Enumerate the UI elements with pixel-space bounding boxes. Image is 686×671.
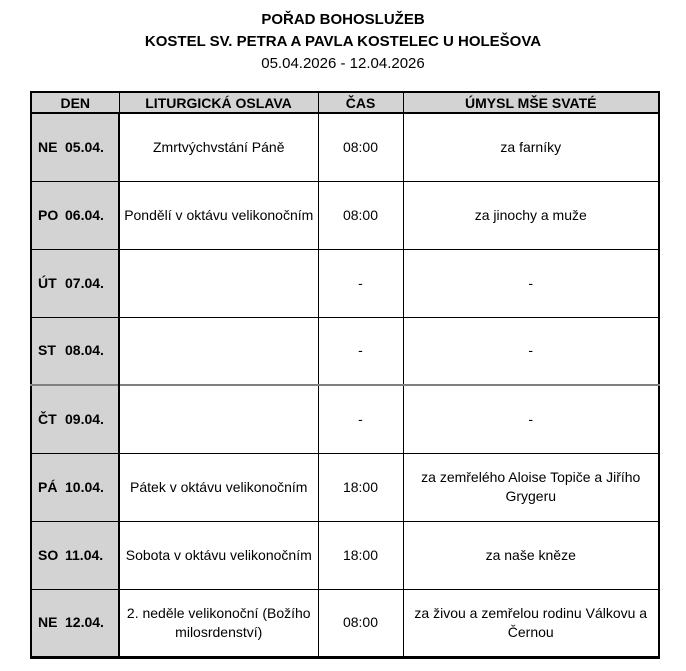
day-date: 11.04.	[65, 546, 104, 563]
table-row	[31, 113, 659, 181]
table-row	[31, 249, 659, 317]
liturgy-cell: Pondělí v oktávu velikonočním	[119, 181, 318, 249]
time-cell: 08:00	[318, 181, 403, 249]
day-cell	[31, 589, 119, 657]
table-row	[31, 521, 659, 589]
day-abbr: PO	[38, 206, 59, 223]
table-row	[31, 453, 659, 521]
column-header-intention: ÚMYSL MŠE SVATÉ	[403, 92, 659, 113]
day-date: 07.04.	[65, 274, 104, 291]
day-abbr: PÁ	[38, 478, 58, 495]
day-abbr: ČT	[38, 410, 57, 427]
time-cell: 18:00	[318, 521, 403, 589]
table-row	[31, 385, 659, 453]
day-date: 06.04.	[65, 206, 104, 223]
page-title: POŘAD BOHOSLUŽEB	[261, 11, 425, 28]
day-date: 08.04.	[65, 342, 104, 359]
time-cell: 08:00	[318, 113, 403, 181]
intention-cell: -	[403, 249, 659, 317]
time-cell: -	[318, 249, 403, 317]
liturgy-cell: Sobota v oktávu velikonočním	[119, 521, 318, 589]
column-header-time: ČAS	[318, 92, 403, 113]
table-header-row	[31, 92, 659, 113]
intention-cell: za farníky	[403, 113, 659, 181]
church-name: KOSTEL SV. PETRA A PAVLA KOSTELEC U HOLEŠOVA	[144, 33, 542, 50]
liturgy-cell	[119, 249, 318, 317]
time-cell: -	[318, 385, 403, 453]
liturgy-cell: Zmrtvýchvstání Páně	[119, 113, 318, 181]
table-row	[31, 589, 659, 657]
table-row	[31, 317, 659, 385]
intention-cell: za živou a zemřelou rodinu Válkovu a Černou	[403, 589, 659, 657]
intention-cell: -	[403, 385, 659, 453]
day-abbr: SO	[38, 546, 59, 563]
day-cell	[31, 113, 119, 181]
day-abbr: ST	[38, 342, 56, 359]
liturgy-cell: Pátek v oktávu velikonočním	[119, 453, 318, 521]
day-cell	[31, 249, 119, 317]
liturgy-cell: 2. neděle velikonoční (Božího milosrdenství)	[119, 589, 318, 657]
intention-cell: za zemřelého Aloise Topiče a Jiřího Grygeru	[403, 453, 659, 521]
document-header	[0, 0, 686, 75]
day-cell	[31, 385, 119, 453]
day-date: 05.04.	[65, 138, 104, 155]
time-cell: -	[318, 317, 403, 385]
day-cell	[31, 521, 119, 589]
time-cell: 08:00	[318, 589, 403, 657]
date-range: 05.04.2026 - 12.04.2026	[261, 55, 425, 72]
day-date: 10.04.	[65, 478, 104, 495]
day-abbr: NE	[38, 614, 58, 630]
intention-cell: -	[403, 317, 659, 385]
schedule-table	[30, 91, 660, 659]
intention-cell: za naše kněze	[403, 521, 659, 589]
day-abbr: ÚT	[38, 274, 57, 291]
time-cell: 18:00	[318, 453, 403, 521]
day-cell	[31, 181, 119, 249]
column-header-liturgy: LITURGICKÁ OSLAVA	[119, 92, 318, 113]
day-date: 12.04.	[65, 614, 104, 630]
day-cell	[31, 317, 119, 385]
day-cell	[31, 453, 119, 521]
table-row	[31, 181, 659, 249]
day-date: 09.04.	[65, 410, 104, 427]
day-abbr: NE	[38, 138, 58, 155]
liturgy-cell	[119, 385, 318, 453]
column-header-day: DEN	[31, 92, 119, 113]
liturgy-cell	[119, 317, 318, 385]
intention-cell: za jinochy a muže	[403, 181, 659, 249]
